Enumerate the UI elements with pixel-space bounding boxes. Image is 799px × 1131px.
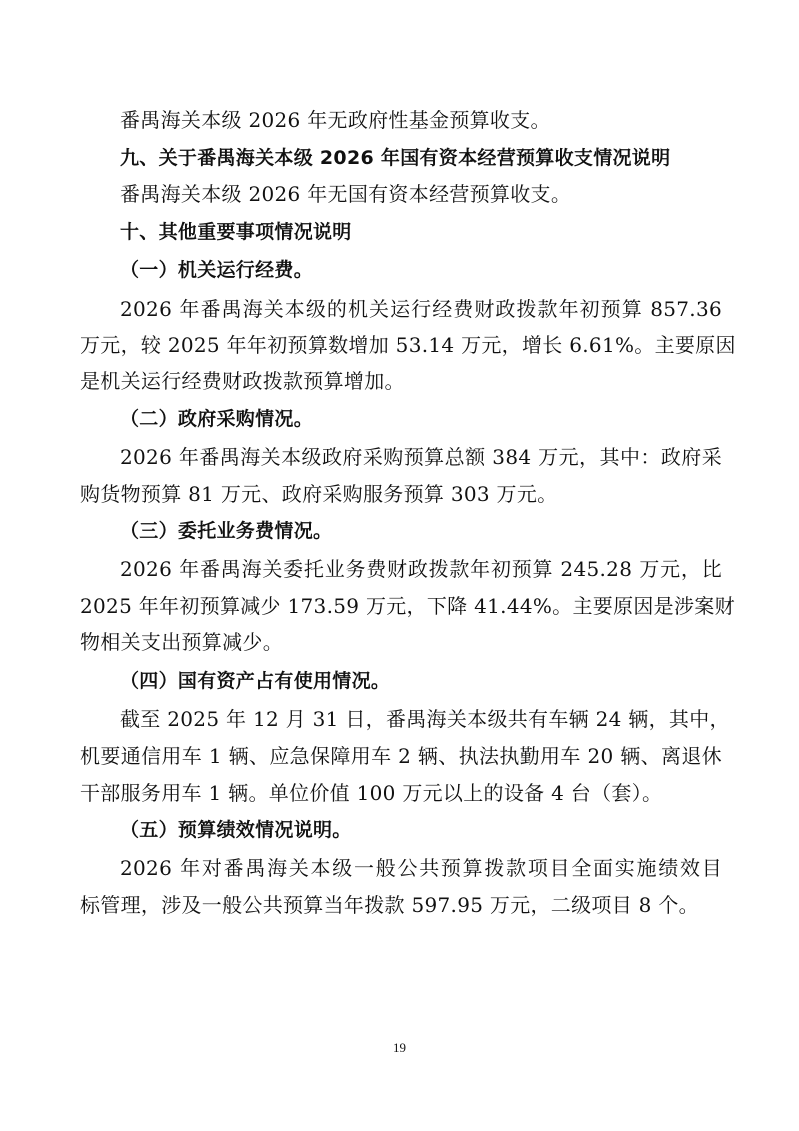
paragraph-operating-expenses-line-1: 2026 年番禺海关本级的机关运行经费财政拨款年初预算 857.36	[120, 297, 722, 321]
paragraph-operating-expenses-line-2: 万元，较 2025 年年初预算数增加 53.14 万元，增长 6.61%。主要原因	[80, 333, 736, 357]
subheading-entrusted-business-fees: （三）委托业务费情况。	[120, 520, 333, 542]
subheading-performance: （五）预算绩效情况说明。	[120, 819, 352, 841]
paragraph-state-assets-line-2: 机要通信用车 1 辆、应急保障用车 2 辆、执法执勤用车 20 辆、离退休	[80, 744, 722, 768]
paragraph-operating-expenses-line-3: 是机关运行经费财政拨款预算增加。	[80, 369, 405, 393]
paragraph-state-capital-budget: 番禺海关本级 2026 年无国有资本经营预算收支。	[120, 182, 572, 206]
paragraph-state-assets-line-3: 干部服务用车 1 辆。单位价值 100 万元以上的设备 4 台（套）。	[80, 781, 663, 805]
subheading-operating-expenses: （一）机关运行经费。	[120, 259, 314, 281]
paragraph-procurement-line-2: 购货物预算 81 万元、政府采购服务预算 303 万元。	[80, 482, 558, 506]
paragraph-government-fund-budget: 番禺海关本级 2026 年无政府性基金预算收支。	[120, 108, 551, 132]
paragraph-performance-line-2: 标管理，涉及一般公共预算当年拨款 597.95 万元，二级项目 8 个。	[80, 893, 699, 917]
paragraph-entrusted-fees-line-3: 物相关支出预算减少。	[80, 630, 283, 654]
paragraph-performance-line-1: 2026 年对番禺海关本级一般公共预算拨款项目全面实施绩效目	[120, 856, 722, 880]
paragraph-procurement-line-1: 2026 年番禺海关本级政府采购预算总额 384 万元，其中：政府采	[120, 445, 722, 469]
paragraph-state-assets-line-1: 截至 2025 年 12 月 31 日，番禺海关本级共有车辆 24 辆，其中，	[120, 707, 730, 731]
paragraph-entrusted-fees-line-1: 2026 年番禺海关委托业务费财政拨款年初预算 245.28 万元，比	[120, 557, 722, 581]
section-heading-10: 十、其他重要事项情况说明	[120, 221, 352, 243]
page-number: 19	[393, 1040, 406, 1055]
subheading-government-procurement: （二）政府采购情况。	[120, 408, 314, 430]
subheading-state-assets: （四）国有资产占有使用情况。	[120, 670, 391, 692]
section-heading-9: 九、关于番禺海关本级 2026 年国有资本经营预算收支情况说明	[120, 147, 671, 169]
paragraph-entrusted-fees-line-2: 2025 年年初预算减少 173.59 万元，下降 41.44%。主要原因是涉案财	[80, 594, 735, 618]
